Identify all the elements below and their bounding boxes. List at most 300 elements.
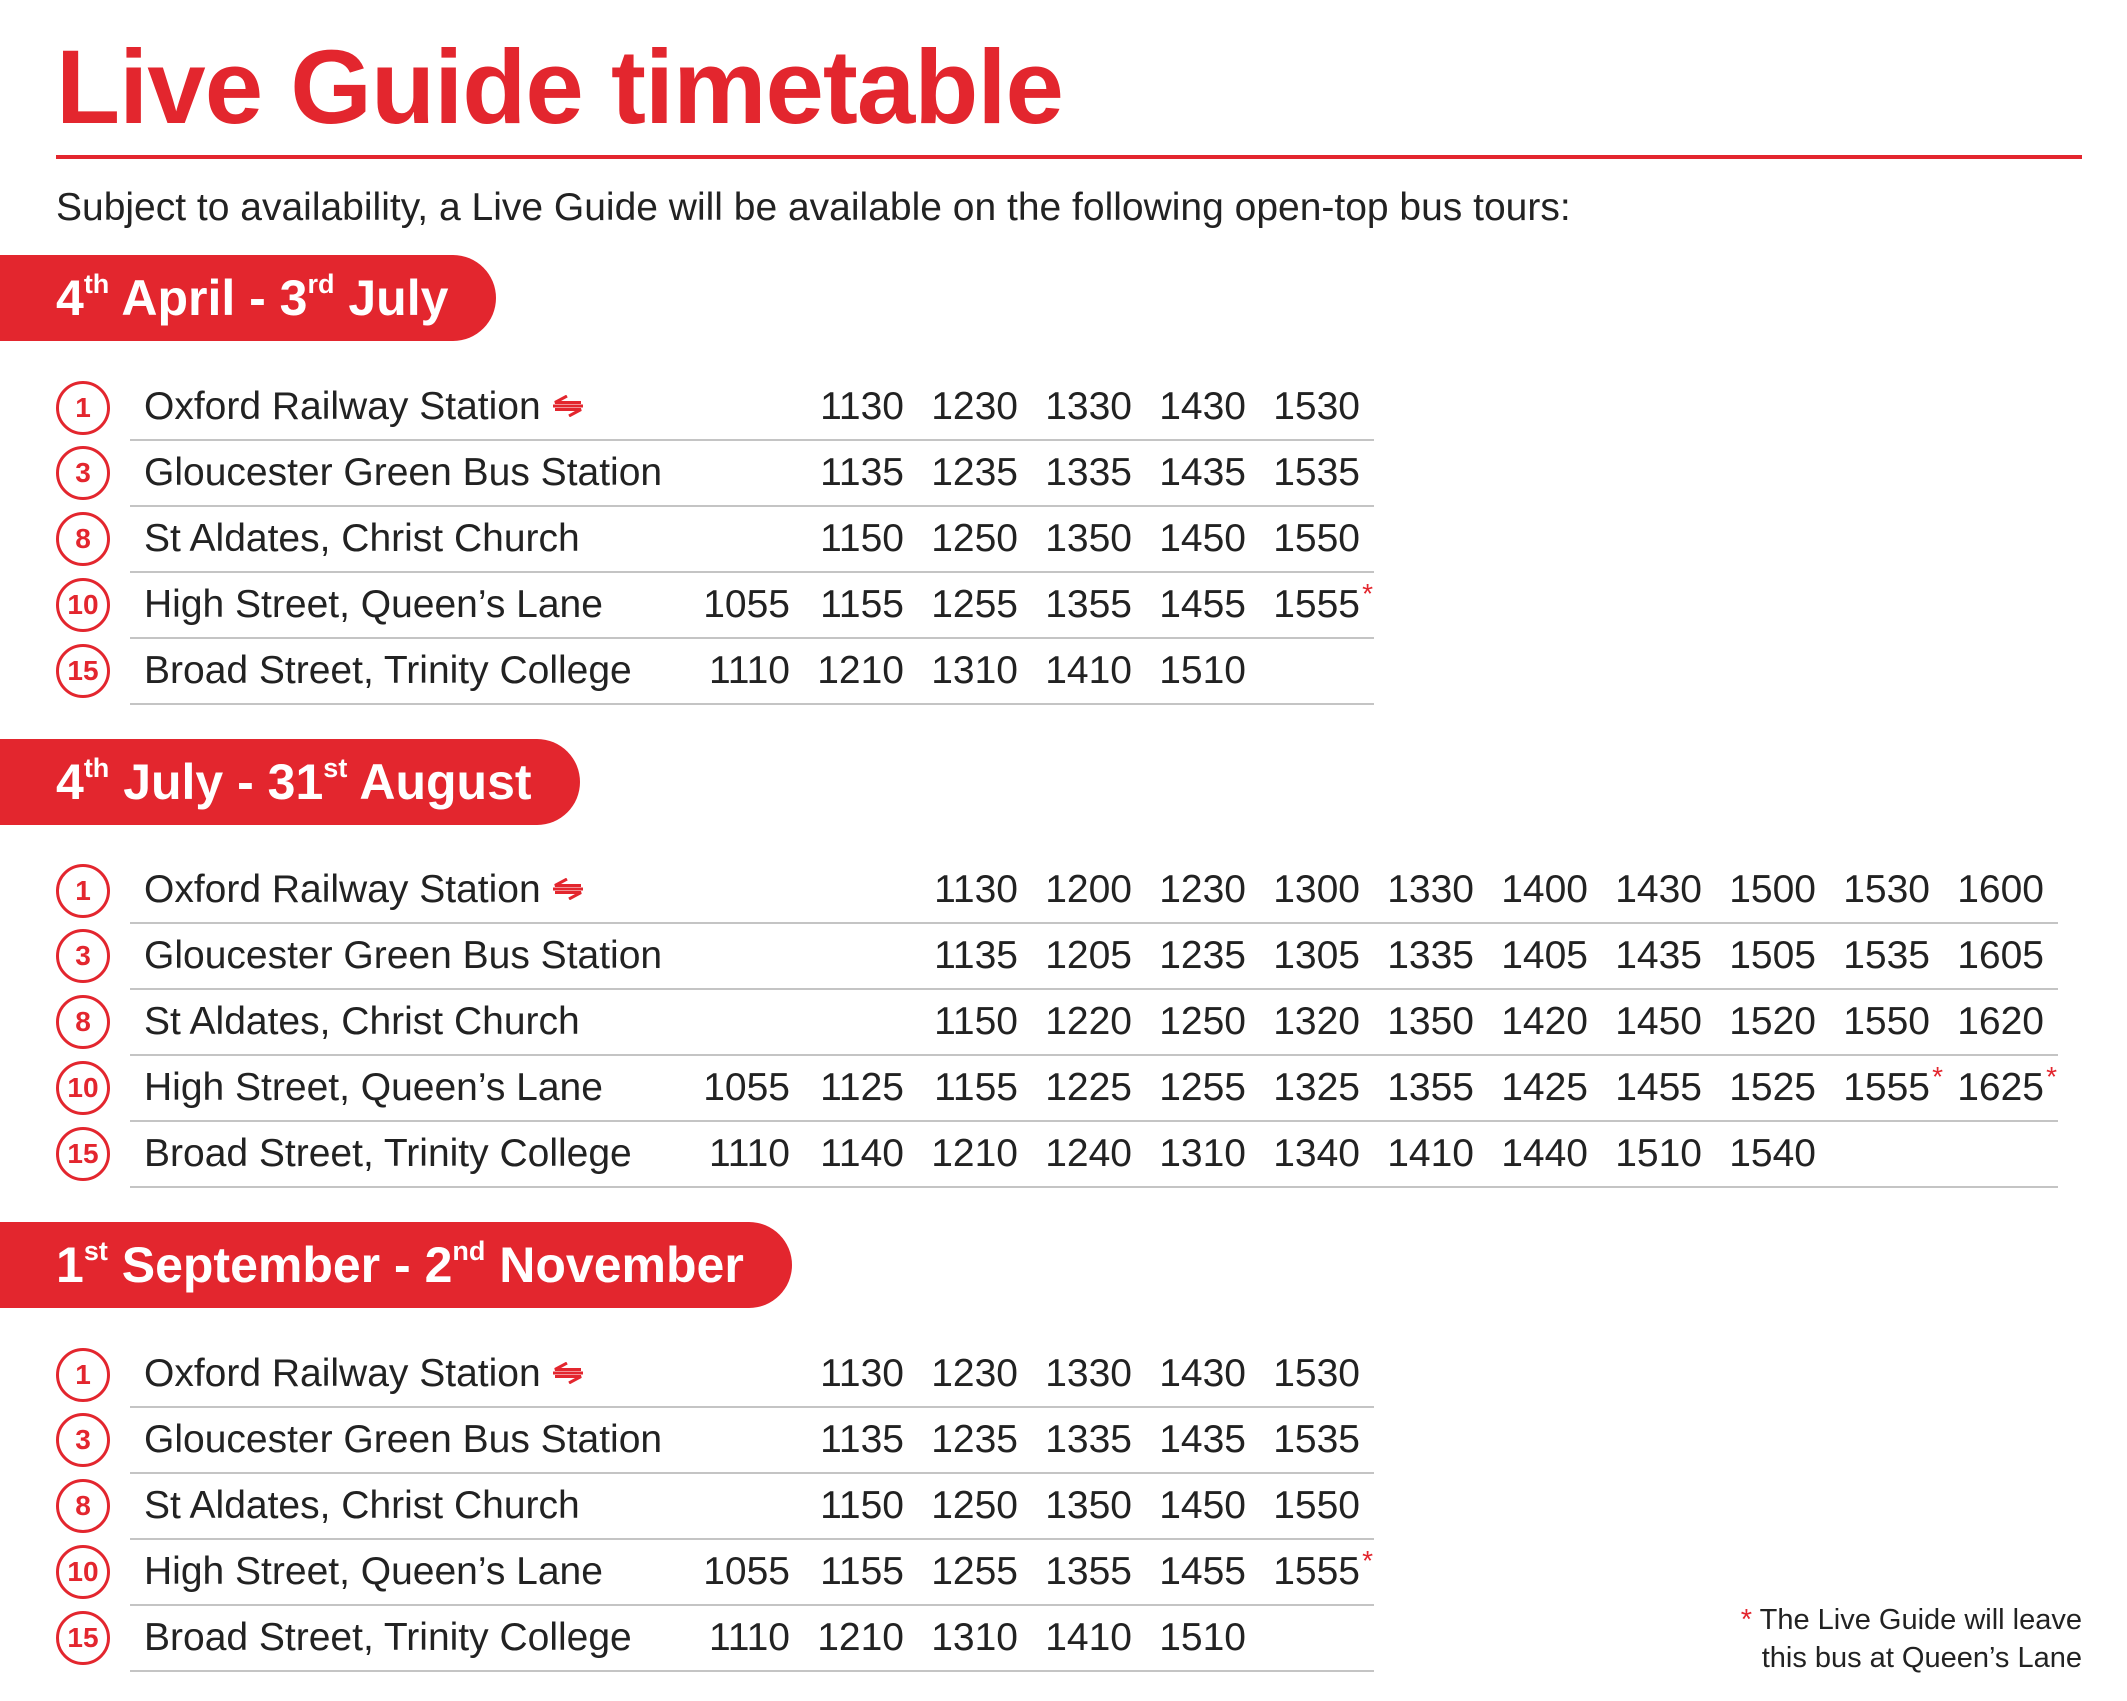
departure-time: 1430 xyxy=(1159,1352,1246,1395)
departure-time: 1550 xyxy=(1843,1000,1930,1043)
stop-number-badge: 10 xyxy=(56,578,110,632)
departure-time: 1410 xyxy=(1387,1132,1474,1175)
departure-time-cell xyxy=(918,858,1032,923)
departure-time: 1410 xyxy=(1045,1616,1132,1659)
departure-time-cell xyxy=(1716,989,1830,1055)
departure-time-cell xyxy=(690,989,804,1055)
departure-time-cell xyxy=(804,1342,918,1407)
departure-time-cell xyxy=(1146,375,1260,440)
departure-time: 1420 xyxy=(1501,1000,1588,1043)
departure-time xyxy=(1360,649,1374,692)
departure-time: 1055 xyxy=(703,1066,790,1109)
stop-number-cell xyxy=(56,858,130,923)
departure-time: 1440 xyxy=(1501,1132,1588,1175)
departure-time: 1155 xyxy=(934,1066,1018,1109)
period-3-end: November xyxy=(485,1237,744,1293)
departure-time: 1340 xyxy=(1273,1132,1360,1175)
intro-text: Subject to availability, a Live Guide will be available on the following open-top bus tours: xyxy=(56,186,1571,229)
departure-time-cell xyxy=(918,572,1032,638)
departure-time-cell xyxy=(1260,858,1374,923)
stop-number-cell xyxy=(56,923,130,989)
departure-time-cell xyxy=(1032,638,1146,704)
period-1-day-end: 3 xyxy=(279,270,308,326)
departure-time: 1350 xyxy=(1387,1000,1474,1043)
stop-name: High Street, Queen’s Lane xyxy=(144,1550,603,1593)
departure-time: 1210 xyxy=(817,649,904,692)
table-row xyxy=(56,1473,1374,1539)
departure-time: 1225 xyxy=(1045,1066,1132,1109)
stop-number-badge: 15 xyxy=(56,1127,110,1181)
departure-time: 1130 xyxy=(820,1352,904,1395)
table-row xyxy=(56,506,1374,572)
departure-time xyxy=(2044,1132,2058,1175)
departure-time-cell xyxy=(918,1407,1032,1473)
departure-time-cell xyxy=(804,858,918,923)
departure-time-cell xyxy=(1260,375,1374,440)
departure-time: 1535 xyxy=(1273,451,1360,494)
departure-time-cell xyxy=(690,1407,804,1473)
stop-name: Broad Street, Trinity College xyxy=(144,649,632,692)
departure-time: 1305 xyxy=(1273,934,1360,977)
departure-time: 1255 xyxy=(1159,1066,1246,1109)
stop-number-cell xyxy=(56,1342,130,1407)
departure-time-cell xyxy=(1488,1055,1602,1121)
period-3-mid: September - xyxy=(107,1237,425,1293)
departure-time-cell xyxy=(804,572,918,638)
period-2-day-start-suffix: th xyxy=(83,753,110,783)
national-rail-icon xyxy=(551,1362,585,1384)
departure-time: 1230 xyxy=(931,1352,1018,1395)
departure-time-cell xyxy=(804,1407,918,1473)
departure-time-cell xyxy=(1602,858,1716,923)
departure-time-cell xyxy=(1146,638,1260,704)
stop-number-badge: 8 xyxy=(56,512,110,566)
table-row xyxy=(56,1342,1374,1407)
departure-time-cell xyxy=(1944,989,2058,1055)
stop-name: St Aldates, Christ Church xyxy=(144,1484,580,1527)
period-2-end: August xyxy=(347,754,532,810)
departure-time: 1255 xyxy=(931,1550,1018,1593)
departure-time-cell xyxy=(1374,858,1488,923)
departure-time-cell xyxy=(1260,1121,1374,1187)
stop-name: High Street, Queen’s Lane xyxy=(144,1066,603,1109)
stop-number-badge: 3 xyxy=(56,929,110,983)
departure-time-cell xyxy=(1830,1055,1944,1121)
departure-time-cell xyxy=(1146,1342,1260,1407)
table-row xyxy=(56,638,1374,704)
stop-name: St Aldates, Christ Church xyxy=(144,1000,580,1043)
stop-name-cell xyxy=(130,375,690,440)
departure-time: 1240 xyxy=(1045,1132,1132,1175)
departure-time xyxy=(904,1000,918,1043)
departure-time: 1510 xyxy=(1159,1616,1246,1659)
period-2-day-end: 31 xyxy=(267,754,324,810)
departure-time-cell xyxy=(1260,440,1374,506)
departure-time-cell xyxy=(1488,1121,1602,1187)
stop-number-cell xyxy=(56,638,130,704)
footnote-text-1: The Live Guide will leave xyxy=(1759,1604,2082,1636)
footnote-asterisk: * xyxy=(1740,1604,1753,1636)
stop-number-cell xyxy=(56,440,130,506)
asterisk-mark: * xyxy=(2046,1061,2057,1092)
departure-time: 1330 xyxy=(1045,1352,1132,1395)
departure-time: 1425 xyxy=(1501,1066,1588,1109)
departure-time: 1620 xyxy=(1957,1000,2044,1043)
stop-name: Oxford Railway Station xyxy=(144,1352,541,1395)
period-2-mid: July - xyxy=(109,754,268,810)
departure-time-cell xyxy=(1374,989,1488,1055)
departure-time-cell xyxy=(1716,1055,1830,1121)
stop-name-cell xyxy=(130,1539,690,1605)
stop-number-badge: 1 xyxy=(56,1348,110,1402)
departure-time: 1210 xyxy=(931,1132,1018,1175)
departure-time-cell xyxy=(804,923,918,989)
departure-time: 1530 xyxy=(1273,385,1360,428)
period-1-day-start: 4 xyxy=(56,270,84,326)
departure-time-cell xyxy=(1146,1539,1260,1605)
departure-time-cell xyxy=(690,1473,804,1539)
departure-time xyxy=(790,451,804,494)
asterisk-mark: * xyxy=(1932,1061,1943,1092)
departure-time-cell xyxy=(1488,858,1602,923)
departure-time: 1430 xyxy=(1159,385,1246,428)
departure-time xyxy=(790,1352,804,1395)
stop-number-badge: 10 xyxy=(56,1061,110,1115)
departure-time-cell xyxy=(804,989,918,1055)
timetable-period-1 xyxy=(56,375,1374,705)
departure-time: 1600 xyxy=(1957,868,2044,911)
departure-time: 1135 xyxy=(820,451,904,494)
period-1-day-start-suffix: th xyxy=(83,269,110,299)
departure-time: 1605 xyxy=(1957,934,2044,977)
departure-time-cell xyxy=(690,858,804,923)
departure-time: 1300 xyxy=(1273,868,1360,911)
departure-time-cell xyxy=(1260,1539,1374,1605)
departure-time-cell xyxy=(1260,989,1374,1055)
departure-time: 1535 xyxy=(1843,934,1930,977)
departure-time-cell xyxy=(1260,1605,1374,1671)
departure-time-cell xyxy=(1944,923,2058,989)
period-1-end: July xyxy=(334,270,449,326)
departure-time-cell xyxy=(1146,572,1260,638)
departure-time xyxy=(790,934,804,977)
stop-name: Gloucester Green Bus Station xyxy=(144,934,663,977)
stop-number-cell xyxy=(56,375,130,440)
departure-time: 1155 xyxy=(820,1550,904,1593)
departure-time: 1530 xyxy=(1843,868,1930,911)
departure-time: 1255 xyxy=(931,583,1018,626)
stop-number-badge: 3 xyxy=(56,446,110,500)
departure-time-cell xyxy=(918,1539,1032,1605)
asterisk-mark: * xyxy=(1362,578,1373,609)
departure-time: 1540 xyxy=(1729,1132,1816,1175)
stop-name-cell xyxy=(130,858,690,923)
footnote-line-1 xyxy=(1741,1601,2082,1639)
departure-time: 1550 xyxy=(1273,1484,1360,1527)
departure-time-cell xyxy=(918,1473,1032,1539)
departure-time-cell xyxy=(918,638,1032,704)
departure-time-cell xyxy=(1032,1407,1146,1473)
departure-time: 1430 xyxy=(1615,868,1702,911)
departure-time: 1530 xyxy=(1273,1352,1360,1395)
period-3-day-end: 2 xyxy=(424,1237,453,1293)
stop-name-cell xyxy=(130,989,690,1055)
departure-time: 1150 xyxy=(820,1484,904,1527)
departure-time-cell xyxy=(918,440,1032,506)
departure-time: 1335 xyxy=(1387,934,1474,977)
departure-time: 1250 xyxy=(1159,1000,1246,1043)
national-rail-icon xyxy=(551,395,585,417)
departure-time-cell xyxy=(1146,506,1260,572)
stop-name: Oxford Railway Station xyxy=(144,385,541,428)
departure-time: 1235 xyxy=(931,451,1018,494)
departure-time-cell xyxy=(1944,1055,2058,1121)
stop-name-cell xyxy=(130,1342,690,1407)
departure-time: 1210 xyxy=(817,1616,904,1659)
stop-number-badge: 3 xyxy=(56,1413,110,1467)
stop-number-cell xyxy=(56,1121,130,1187)
departure-time-cell xyxy=(1830,989,1944,1055)
departure-time: 1055 xyxy=(703,583,790,626)
departure-time: 1355 xyxy=(1045,583,1132,626)
stop-name-cell xyxy=(130,923,690,989)
table-row xyxy=(56,1121,2058,1187)
departure-time-cell xyxy=(918,923,1032,989)
departure-time: 1455 xyxy=(1159,1550,1246,1593)
departure-time: 1555 xyxy=(1273,1550,1360,1593)
departure-time: 1455 xyxy=(1159,583,1246,626)
departure-time: 1135 xyxy=(934,934,1018,977)
stop-name-cell xyxy=(130,638,690,704)
departure-time-cell xyxy=(1032,572,1146,638)
departure-time-cell xyxy=(690,1342,804,1407)
departure-time-cell xyxy=(918,1121,1032,1187)
departure-time: 1450 xyxy=(1159,1484,1246,1527)
departure-time-cell xyxy=(918,1342,1032,1407)
departure-time: 1335 xyxy=(1045,1418,1132,1461)
departure-time-cell xyxy=(1032,989,1146,1055)
stop-name-cell xyxy=(130,440,690,506)
departure-time-cell xyxy=(1260,1055,1374,1121)
departure-time-cell xyxy=(1146,923,1260,989)
departure-time xyxy=(904,934,918,977)
period-2-day-end-suffix: st xyxy=(323,753,348,783)
departure-time: 1250 xyxy=(931,517,1018,560)
departure-time-cell xyxy=(1602,923,1716,989)
departure-time: 1230 xyxy=(1159,868,1246,911)
table-row xyxy=(56,1407,1374,1473)
departure-time-cell xyxy=(1716,858,1830,923)
departure-time: 1555 xyxy=(1843,1066,1930,1109)
departure-time: 1435 xyxy=(1615,934,1702,977)
departure-time: 1450 xyxy=(1159,517,1246,560)
departure-time-cell xyxy=(1032,375,1146,440)
departure-time: 1525 xyxy=(1729,1066,1816,1109)
departure-time-cell xyxy=(1260,1407,1374,1473)
stop-number-badge: 15 xyxy=(56,1611,110,1665)
period-header-1 xyxy=(0,255,496,341)
stop-number-cell xyxy=(56,1605,130,1671)
departure-time-cell xyxy=(690,572,804,638)
stop-number-cell xyxy=(56,1407,130,1473)
departure-time-cell xyxy=(1032,1605,1146,1671)
departure-time: 1400 xyxy=(1501,868,1588,911)
departure-time: 1310 xyxy=(931,1616,1018,1659)
departure-time: 1405 xyxy=(1501,934,1588,977)
table-row xyxy=(56,1605,1374,1671)
stop-number-badge: 15 xyxy=(56,644,110,698)
departure-time-cell xyxy=(1146,1407,1260,1473)
stop-name-cell xyxy=(130,1055,690,1121)
departure-time-cell xyxy=(804,1121,918,1187)
table-row xyxy=(56,923,2058,989)
departure-time-cell xyxy=(804,638,918,704)
stop-name-cell xyxy=(130,1473,690,1539)
departure-time-cell xyxy=(1032,1121,1146,1187)
departure-time: 1230 xyxy=(931,385,1018,428)
departure-time-cell xyxy=(1602,989,1716,1055)
stop-number-badge: 10 xyxy=(56,1545,110,1599)
stop-number-cell xyxy=(56,1473,130,1539)
departure-time-cell xyxy=(1146,989,1260,1055)
departure-time: 1135 xyxy=(820,1418,904,1461)
stop-number-badge: 1 xyxy=(56,864,110,918)
departure-time xyxy=(1930,1132,1944,1175)
stop-name: Broad Street, Trinity College xyxy=(144,1132,632,1175)
period-header-3 xyxy=(0,1222,792,1308)
table-row xyxy=(56,858,2058,923)
departure-time: 1055 xyxy=(703,1550,790,1593)
stop-name-cell xyxy=(130,572,690,638)
departure-time-cell xyxy=(1032,1473,1146,1539)
stop-name: Broad Street, Trinity College xyxy=(144,1616,632,1659)
stop-number-cell xyxy=(56,506,130,572)
table-row xyxy=(56,440,1374,506)
departure-time-cell xyxy=(1260,1342,1374,1407)
departure-time: 1510 xyxy=(1615,1132,1702,1175)
departure-time: 1130 xyxy=(934,868,1018,911)
table-row xyxy=(56,572,1374,638)
timetable-period-2 xyxy=(56,858,2058,1188)
departure-time-cell xyxy=(1032,506,1146,572)
departure-time-cell xyxy=(1374,923,1488,989)
departure-time-cell xyxy=(918,375,1032,440)
departure-time-cell xyxy=(918,989,1032,1055)
departure-time-cell xyxy=(804,1473,918,1539)
stop-number-cell xyxy=(56,572,130,638)
stop-name: St Aldates, Christ Church xyxy=(144,517,580,560)
footnote-line-2: this bus at Queen’s Lane xyxy=(1761,1642,2082,1674)
departure-time-cell xyxy=(1146,858,1260,923)
departure-time-cell xyxy=(918,506,1032,572)
departure-time: 1355 xyxy=(1045,1550,1132,1593)
departure-time xyxy=(790,385,804,428)
period-1-mid: April - xyxy=(109,270,280,326)
departure-time xyxy=(1360,1616,1374,1659)
departure-time-cell xyxy=(1146,1055,1260,1121)
departure-time-cell xyxy=(690,923,804,989)
departure-time: 1350 xyxy=(1045,1484,1132,1527)
departure-time-cell xyxy=(1374,1055,1488,1121)
table-row xyxy=(56,375,1374,440)
departure-time-cell xyxy=(1032,1055,1146,1121)
departure-time xyxy=(790,868,804,911)
departure-time: 1320 xyxy=(1273,1000,1360,1043)
departure-time: 1140 xyxy=(820,1132,904,1175)
departure-time: 1200 xyxy=(1045,868,1132,911)
departure-time-cell xyxy=(1146,440,1260,506)
departure-time-cell xyxy=(1260,923,1374,989)
departure-time: 1435 xyxy=(1159,1418,1246,1461)
departure-time xyxy=(904,868,918,911)
departure-time-cell xyxy=(690,1539,804,1605)
departure-time: 1235 xyxy=(931,1418,1018,1461)
stop-number-badge: 8 xyxy=(56,995,110,1049)
departure-time: 1535 xyxy=(1273,1418,1360,1461)
stop-number-cell xyxy=(56,989,130,1055)
table-row xyxy=(56,989,2058,1055)
departure-time: 1330 xyxy=(1387,868,1474,911)
departure-time-cell xyxy=(1716,923,1830,989)
departure-time-cell xyxy=(690,1121,804,1187)
period-header-2 xyxy=(0,739,580,825)
departure-time: 1310 xyxy=(1159,1132,1246,1175)
stop-name-cell xyxy=(130,1605,690,1671)
stop-number-cell xyxy=(56,1055,130,1121)
departure-time: 1550 xyxy=(1273,517,1360,560)
departure-time: 1355 xyxy=(1387,1066,1474,1109)
period-2-day-start: 4 xyxy=(56,754,84,810)
departure-time-cell xyxy=(690,1605,804,1671)
table-row xyxy=(56,1055,2058,1121)
departure-time-cell xyxy=(1488,989,1602,1055)
departure-time-cell xyxy=(1032,858,1146,923)
departure-time-cell xyxy=(690,440,804,506)
asterisk-mark: * xyxy=(1362,1545,1373,1576)
departure-time-cell xyxy=(1032,440,1146,506)
departure-time-cell xyxy=(1146,1473,1260,1539)
departure-time: 1235 xyxy=(1159,934,1246,977)
departure-time: 1250 xyxy=(931,1484,1018,1527)
stop-number-cell xyxy=(56,1539,130,1605)
departure-time: 1330 xyxy=(1045,385,1132,428)
departure-time: 1410 xyxy=(1045,649,1132,692)
stop-number-badge: 1 xyxy=(56,381,110,435)
departure-time: 1510 xyxy=(1159,649,1246,692)
departure-time-cell xyxy=(804,1055,918,1121)
departure-time-cell xyxy=(918,1605,1032,1671)
departure-time: 1500 xyxy=(1729,868,1816,911)
departure-time-cell xyxy=(690,638,804,704)
departure-time: 1450 xyxy=(1615,1000,1702,1043)
stop-name-cell xyxy=(130,506,690,572)
departure-time: 1505 xyxy=(1729,934,1816,977)
departure-time: 1350 xyxy=(1045,517,1132,560)
departure-time: 1150 xyxy=(934,1000,1018,1043)
departure-time-cell xyxy=(1260,506,1374,572)
departure-time-cell xyxy=(1146,1605,1260,1671)
period-3-day-start-suffix: st xyxy=(83,1236,108,1266)
departure-time: 1435 xyxy=(1159,451,1246,494)
departure-time: 1220 xyxy=(1045,1000,1132,1043)
departure-time xyxy=(790,1418,804,1461)
departure-time-cell xyxy=(690,506,804,572)
departure-time-cell xyxy=(804,506,918,572)
period-3-day-start: 1 xyxy=(56,1237,84,1293)
departure-time: 1520 xyxy=(1729,1000,1816,1043)
departure-time-cell xyxy=(1032,1539,1146,1605)
departure-time-cell xyxy=(1602,1055,1716,1121)
